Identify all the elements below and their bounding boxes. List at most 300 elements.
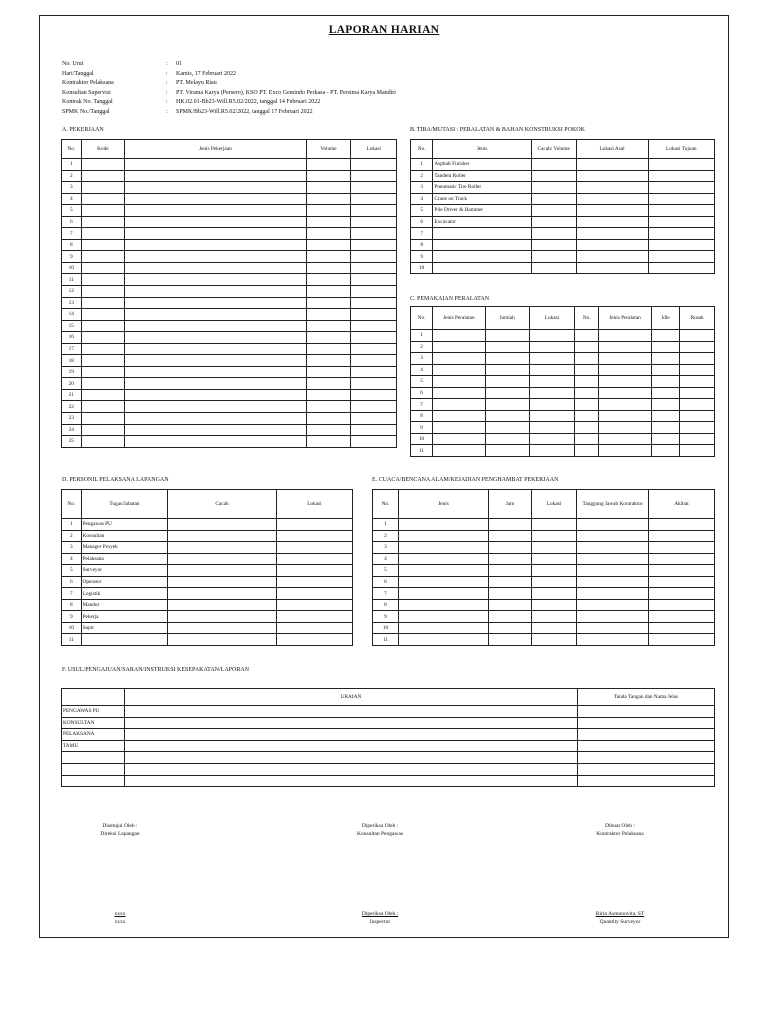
table-cell (125, 424, 306, 436)
report-info (62, 60, 396, 117)
row-number: 11 (62, 634, 82, 646)
table-cell (578, 717, 715, 729)
table-cell (531, 542, 576, 554)
table-cell (125, 740, 578, 752)
table-row (62, 309, 397, 321)
table-cell (485, 376, 529, 388)
table-row (411, 387, 715, 399)
table-cell (125, 436, 306, 448)
table-cell (125, 729, 578, 741)
table-cell: Konsultan (81, 530, 168, 542)
table-cell (649, 542, 715, 554)
table-cell (433, 364, 486, 376)
info-colon: : (166, 89, 168, 96)
table-cell (168, 565, 277, 577)
table-cell (81, 239, 125, 251)
table-cell (576, 239, 648, 251)
table-row (62, 401, 397, 413)
column-header: Jenis Peralatan (599, 307, 652, 330)
row-label (62, 763, 125, 775)
table-cell (433, 422, 486, 434)
table-cell (648, 170, 714, 182)
table-cell (125, 401, 306, 413)
table-cell (276, 599, 352, 611)
row-number: 2 (373, 530, 399, 542)
table-row (411, 182, 715, 194)
table-cell (168, 599, 277, 611)
table-cell (576, 193, 648, 205)
section-a-label: A. PEKERJAAN (62, 127, 104, 133)
table-cell (125, 355, 306, 367)
table-cell (577, 542, 649, 554)
table-cell (648, 228, 714, 240)
table-cell (168, 611, 277, 623)
table-cell (81, 332, 125, 344)
row-label (62, 752, 125, 764)
table-cell (485, 422, 529, 434)
table-cell (489, 611, 532, 623)
table-header-row (373, 490, 715, 519)
table-header-row (411, 307, 715, 330)
table-row (62, 320, 397, 332)
table-cell (125, 205, 306, 217)
table-tiba-mutasi (410, 139, 715, 274)
table-cell (81, 355, 125, 367)
table-cell (489, 588, 532, 600)
table-row (411, 159, 715, 171)
table-cell: Pneumatic Tire Roller (433, 182, 531, 194)
table-cell (485, 387, 529, 399)
table-cell (276, 611, 352, 623)
row-number: 7 (411, 399, 433, 411)
row-number: 3 (62, 182, 82, 194)
table-cell (531, 565, 576, 577)
table-cell (306, 343, 351, 355)
row-number: 9 (62, 611, 82, 623)
table-cell (125, 366, 306, 378)
table-cell (306, 332, 351, 344)
table-cell (576, 251, 648, 263)
table-cell (351, 309, 397, 321)
table-cell (485, 364, 529, 376)
row-number: 18 (62, 355, 82, 367)
table-cell (125, 251, 306, 263)
row-number: 11 (373, 634, 399, 646)
table-row (62, 542, 353, 554)
table-row (411, 445, 715, 457)
table-cell (81, 159, 125, 171)
row-label: PELAKSANA (62, 729, 125, 741)
table-cell (575, 330, 599, 342)
table-cell (648, 216, 714, 228)
table-cell (489, 553, 532, 565)
table-cell (306, 182, 351, 194)
table-cell (577, 634, 649, 646)
table-cell (433, 341, 486, 353)
table-cell (529, 353, 575, 365)
row-number: 11 (411, 445, 433, 457)
table-cell (306, 297, 351, 309)
row-number: 5 (411, 205, 433, 217)
table-cell: Pile Driver & Hammer (433, 205, 531, 217)
signature-kontraktor: Dibuat Oleh : Kontraktor Pelaksana (596, 823, 644, 837)
column-header: No. (62, 490, 82, 519)
table-cell (599, 433, 652, 445)
table-cell (577, 576, 649, 588)
row-number: 11 (62, 274, 82, 286)
table-cell (125, 170, 306, 182)
table-cell (306, 274, 351, 286)
table-cell: Pengawas PU (81, 519, 168, 531)
column-header: URAIAN (125, 689, 578, 706)
table-cell (648, 159, 714, 171)
signature-konsultan: Diperiksa Oleh : Konsultan Pengawas (357, 823, 403, 837)
table-cell (576, 205, 648, 217)
table-cell (306, 216, 351, 228)
table-cell (577, 599, 649, 611)
table-row (62, 170, 397, 182)
table-cell (125, 389, 306, 401)
table-cell (529, 387, 575, 399)
table-cell (276, 565, 352, 577)
table-cell (680, 445, 715, 457)
column-header (62, 689, 125, 706)
table-cell (649, 530, 715, 542)
table-cell (577, 622, 649, 634)
table-cell (81, 193, 125, 205)
table-cell (306, 228, 351, 240)
table-cell (399, 542, 489, 554)
table-cell: Pelaksana (81, 553, 168, 565)
table-cell (276, 553, 352, 565)
table-cell (651, 445, 680, 457)
table-row (62, 193, 397, 205)
table-row (62, 752, 715, 764)
section-e-label: E. CUACA/BENCANA ALAM/KEJADIAN PENGHAMBAT PEKERJAAN (372, 477, 559, 483)
column-header: Tanda Tangan dan Nama Jelas (578, 689, 715, 706)
table-cell (125, 297, 306, 309)
column-header: Jenis (399, 490, 489, 519)
table-cell (306, 239, 351, 251)
table-cell (485, 445, 529, 457)
row-number: 9 (411, 251, 433, 263)
table-cell: Excavator (433, 216, 531, 228)
table-cell (433, 445, 486, 457)
table-cell (531, 611, 576, 623)
table-cell (576, 159, 648, 171)
table-cell (680, 353, 715, 365)
table-cell (351, 251, 397, 263)
row-number: 8 (411, 410, 433, 422)
row-number: 25 (62, 436, 82, 448)
table-row (62, 413, 397, 425)
table-cell (489, 622, 532, 634)
table-cell (648, 193, 714, 205)
table-row (62, 634, 353, 646)
table-cell (351, 413, 397, 425)
table-cell (485, 399, 529, 411)
table-cell (575, 364, 599, 376)
table-cell (168, 530, 277, 542)
table-cell (351, 205, 397, 217)
table-cell (81, 366, 125, 378)
row-number: 7 (411, 228, 433, 240)
info-key: Kontraktor Pelaksana (62, 80, 114, 86)
table-row (62, 763, 715, 775)
info-colon: : (166, 108, 168, 115)
section-f-label: F. USUL/PENGAJUAN/SARAN/INSTRUKSI KESEPAKATAN/LAPORAN (62, 667, 250, 673)
table-cell (529, 364, 575, 376)
info-row (62, 89, 396, 99)
table-personil (61, 489, 353, 646)
table-cell (485, 341, 529, 353)
table-cell (576, 262, 648, 274)
table-cell (351, 355, 397, 367)
table-cell (276, 634, 352, 646)
row-number: 4 (411, 364, 433, 376)
table-cell (485, 433, 529, 445)
table-cell (529, 376, 575, 388)
table-cell (680, 364, 715, 376)
table-cell (651, 399, 680, 411)
table-cell (306, 251, 351, 263)
table-cell (575, 433, 599, 445)
column-header: Cacah/ Volume (531, 140, 576, 159)
table-cell (276, 519, 352, 531)
table-row (411, 330, 715, 342)
table-cell (433, 330, 486, 342)
table-cell (577, 553, 649, 565)
table-cell (578, 752, 715, 764)
row-number: 20 (62, 378, 82, 390)
table-cell (599, 387, 652, 399)
info-value: Kamis, 17 Februari 2022 (176, 70, 236, 77)
info-value: 01 (176, 61, 182, 67)
table-row (411, 410, 715, 422)
table-cell: Tandem Roller (433, 170, 531, 182)
table-cell (489, 530, 532, 542)
table-cell (351, 228, 397, 240)
table-cell (649, 565, 715, 577)
table-cell (649, 588, 715, 600)
table-cell (489, 542, 532, 554)
table-cell (648, 205, 714, 217)
table-row (411, 433, 715, 445)
table-cell (168, 634, 277, 646)
table-row (62, 205, 397, 217)
table-cell: Crane on Track (433, 193, 531, 205)
table-cell (168, 622, 277, 634)
table-row (62, 274, 397, 286)
row-number: 7 (62, 228, 82, 240)
table-cell (485, 410, 529, 422)
table-row (62, 332, 397, 344)
table-row (62, 553, 353, 565)
table-cell (125, 320, 306, 332)
table-cell (81, 286, 125, 298)
table-cell (276, 588, 352, 600)
table-cell (306, 286, 351, 298)
table-cell (306, 413, 351, 425)
row-number: 4 (411, 193, 433, 205)
row-number: 6 (373, 576, 399, 588)
table-cell (351, 378, 397, 390)
table-cell (351, 401, 397, 413)
row-number: 4 (62, 553, 82, 565)
table-row (62, 297, 397, 309)
table-cell (125, 343, 306, 355)
row-number: 17 (62, 343, 82, 355)
table-row (411, 170, 715, 182)
table-cell (125, 717, 578, 729)
table-cell (351, 159, 397, 171)
table-cell (399, 519, 489, 531)
table-cell (306, 401, 351, 413)
table-cell (531, 530, 576, 542)
table-cell (648, 182, 714, 194)
column-header: Kode (81, 140, 125, 159)
table-cell (125, 159, 306, 171)
table-cell (651, 387, 680, 399)
row-number: 5 (62, 565, 82, 577)
column-header: Lokasi (276, 490, 352, 519)
row-number: 19 (62, 366, 82, 378)
table-cell (351, 286, 397, 298)
table-cuaca (372, 489, 715, 646)
table-cell (576, 170, 648, 182)
table-cell (599, 376, 652, 388)
row-number: 12 (62, 286, 82, 298)
info-key: SPMK No./Tanggal (62, 108, 110, 115)
table-cell (531, 634, 576, 646)
table-cell (81, 216, 125, 228)
table-cell: Logistik (81, 588, 168, 600)
table-cell (125, 274, 306, 286)
table-cell (576, 216, 648, 228)
table-cell (399, 588, 489, 600)
row-number: 2 (62, 530, 82, 542)
table-cell (81, 389, 125, 401)
table-row (411, 193, 715, 205)
table-cell (351, 193, 397, 205)
table-cell (433, 399, 486, 411)
table-cell (276, 530, 352, 542)
table-row (373, 576, 715, 588)
table-cell (433, 251, 531, 263)
table-row (62, 251, 397, 263)
signature-direksi-name: xxxx xxxx (114, 911, 126, 925)
info-row (62, 60, 396, 70)
table-cell (168, 588, 277, 600)
table-cell (125, 309, 306, 321)
column-header: Jumlah (485, 307, 529, 330)
row-number: 9 (62, 251, 82, 263)
section-d-label: D. PERSONIL PELAKSANA LAPANGAN (62, 477, 169, 483)
table-cell (81, 320, 125, 332)
column-header: Cacah (168, 490, 277, 519)
table-cell (599, 330, 652, 342)
row-number: 8 (62, 599, 82, 611)
table-cell (433, 228, 531, 240)
table-cell (531, 553, 576, 565)
table-cell (531, 576, 576, 588)
table-cell (531, 262, 576, 274)
table-cell (529, 341, 575, 353)
table-cell (651, 376, 680, 388)
table-cell (649, 622, 715, 634)
table-cell (531, 622, 576, 634)
row-number: 10 (411, 433, 433, 445)
row-number: 1 (373, 519, 399, 531)
table-row (411, 251, 715, 263)
table-cell (306, 170, 351, 182)
table-row (373, 530, 715, 542)
table-cell (577, 611, 649, 623)
table-cell (531, 216, 576, 228)
table-cell: Asphalt Finisher (433, 159, 531, 171)
column-header: Jam (489, 490, 532, 519)
table-cell (125, 706, 578, 718)
row-number: 21 (62, 389, 82, 401)
table-cell (351, 366, 397, 378)
table-cell (81, 424, 125, 436)
row-number: 6 (411, 387, 433, 399)
table-row (62, 706, 715, 718)
table-row (373, 611, 715, 623)
table-cell: Supir (81, 622, 168, 634)
table-cell (680, 341, 715, 353)
table-cell (81, 251, 125, 263)
row-number: 10 (62, 622, 82, 634)
table-cell: Surveyor (81, 565, 168, 577)
table-cell (168, 519, 277, 531)
table-row (62, 355, 397, 367)
row-label: KONSULTAN (62, 717, 125, 729)
table-cell (81, 343, 125, 355)
table-cell (399, 565, 489, 577)
row-number: 10 (373, 622, 399, 634)
table-row (62, 729, 715, 741)
table-cell (125, 775, 578, 787)
row-number: 22 (62, 401, 82, 413)
table-header-row (62, 689, 715, 706)
table-cell (306, 159, 351, 171)
table-cell (649, 599, 715, 611)
table-cell (649, 519, 715, 531)
table-cell (648, 239, 714, 251)
table-cell (306, 193, 351, 205)
table-pemakaian-peralatan (410, 306, 715, 457)
table-cell (399, 553, 489, 565)
table-cell (575, 387, 599, 399)
row-number: 10 (411, 262, 433, 274)
table-cell (433, 376, 486, 388)
column-header: No. (373, 490, 399, 519)
table-cell (577, 519, 649, 531)
table-cell (578, 763, 715, 775)
table-cell (125, 216, 306, 228)
table-cell (489, 599, 532, 611)
table-cell (433, 433, 486, 445)
table-cell (599, 445, 652, 457)
table-cell (575, 422, 599, 434)
table-cell (351, 436, 397, 448)
row-number: 13 (62, 297, 82, 309)
table-row (411, 353, 715, 365)
table-cell (81, 205, 125, 217)
table-cell (306, 378, 351, 390)
column-header: No. (62, 140, 82, 159)
